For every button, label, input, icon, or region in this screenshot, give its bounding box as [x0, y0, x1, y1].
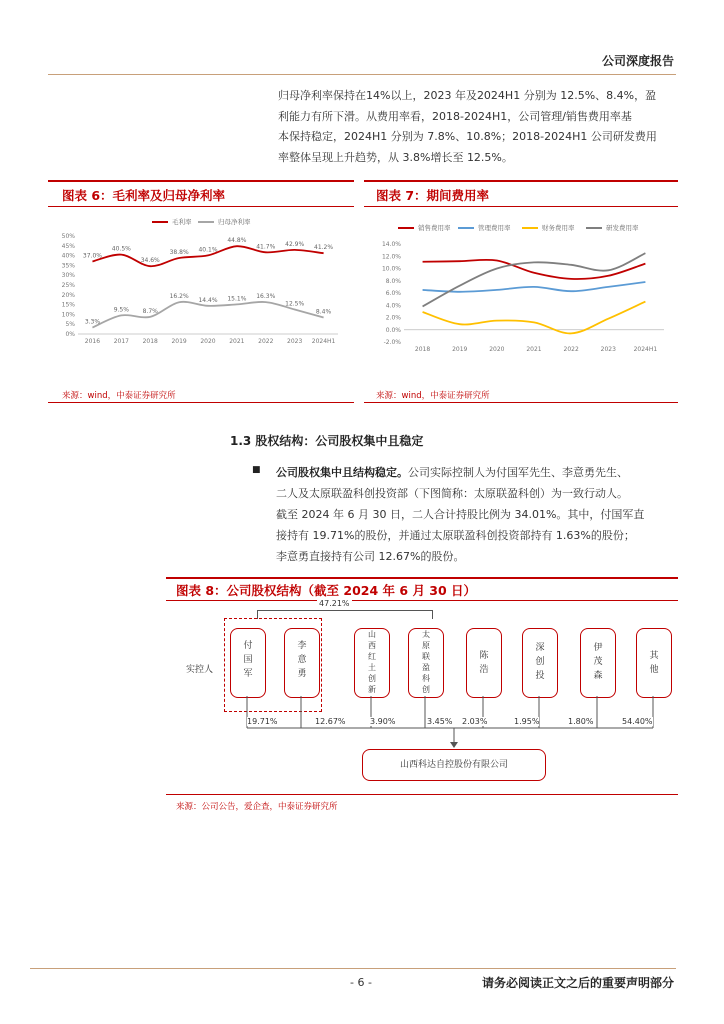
joint-control-bracket — [257, 610, 433, 619]
holder-pct: 2.03% — [462, 717, 488, 726]
y-tick-label: 8.0% — [385, 277, 401, 285]
x-tick-label: 2016 — [84, 338, 101, 345]
x-tick-label: 2017 — [113, 338, 129, 345]
y-tick-label: 50% — [61, 233, 75, 240]
holder-pct: 1.80% — [568, 717, 594, 726]
y-tick-label: 40% — [61, 252, 75, 260]
legend-admin-expense: 管理费用率 — [458, 223, 511, 232]
data-label: 9.5% — [113, 306, 129, 314]
intro-line: 率整体呈现上升趋势，从 3.8%增长至 12.5%。 — [278, 150, 513, 164]
legend-sales-expense: 销售费用率 — [398, 223, 451, 232]
x-tick-label: 2020 — [200, 338, 216, 345]
holder-box — [408, 628, 444, 698]
x-tick-label: 2019 — [452, 346, 468, 353]
figure6-title: 图表 6：毛利率及归母净利率 — [62, 188, 226, 203]
section-lead: 公司股权集中且结构稳定。 — [276, 466, 408, 479]
data-label: 41.2% — [314, 244, 334, 252]
x-tick-label: 2018 — [414, 346, 431, 353]
y-tick-label: 45% — [61, 242, 75, 250]
header-divider — [48, 74, 676, 75]
figure7-top-rule — [364, 180, 678, 182]
holder-pct: 1.95% — [514, 717, 540, 726]
y-tick-label: -2.0% — [383, 339, 401, 346]
y-tick-label: 5% — [65, 321, 75, 329]
holder-name: 陈浩 — [479, 651, 489, 675]
joint-control-pct: 47.21% — [319, 599, 350, 608]
data-label: 16.3% — [256, 293, 276, 301]
holder-name: 山西红土创新 — [368, 630, 376, 694]
y-tick-label: 25% — [61, 282, 75, 289]
legend-finance-expense: 财务费用率 — [522, 223, 575, 232]
data-label: 16.2% — [169, 293, 189, 301]
x-tick-label: 2018 — [142, 338, 158, 345]
x-tick-label: 2020 — [489, 346, 505, 353]
holder-box — [522, 628, 558, 698]
footer-divider — [30, 968, 676, 969]
data-label: 15.1% — [227, 295, 247, 303]
y-tick-label: 30% — [61, 272, 75, 280]
series-line — [423, 302, 646, 334]
x-tick-label: 2019 — [171, 338, 187, 345]
holder-name: 李意勇 — [297, 641, 307, 679]
section-line: 截至 2024 年 6 月 30 日，二人合计持股比例为 34.01%。其中，付国军直 — [276, 508, 645, 521]
section-heading: 1.3 股权结构：公司股权集中且稳定 — [230, 434, 424, 448]
data-label: 12.5% — [285, 300, 305, 308]
figure7-chart — [364, 234, 678, 358]
holder-pct: 3.90% — [370, 717, 396, 726]
page-number: - 6 - — [350, 976, 372, 989]
holder-name: 深创投 — [535, 643, 545, 681]
y-tick-label: 6.0% — [385, 290, 401, 297]
y-tick-label: 0.0% — [385, 326, 401, 334]
y-tick-label: 4.0% — [385, 302, 401, 310]
holder-box — [580, 628, 616, 698]
holder-box — [636, 628, 672, 698]
intro-line: 本保持稳定，2024H1 分别为 7.8%、10.8%；2018-2024H1 公司研发费用 — [278, 130, 657, 143]
data-label: 41.7% — [256, 243, 276, 251]
figure7-title: 图表 7：期间费用率 — [376, 188, 490, 203]
section-line — [276, 462, 678, 483]
y-tick-label: 15% — [61, 301, 75, 309]
figure8-top-rule — [166, 577, 678, 579]
legend-rd-expense: 研发费用率 — [586, 223, 639, 232]
report-title: 公司深度报告 — [601, 54, 674, 68]
bullet-square-icon: ■ — [252, 465, 261, 475]
x-tick-label: 2022 — [563, 346, 579, 353]
x-tick-label: 2023 — [287, 338, 303, 345]
x-tick-label: 2024H1 — [633, 346, 658, 353]
figure6-bottom-rule — [48, 402, 354, 403]
controller-label: 实控人 — [186, 665, 214, 675]
holder-box — [466, 628, 502, 698]
section-line: 李意勇直接持有公司 12.67%的股份。 — [276, 550, 465, 563]
y-tick-label: 10% — [61, 311, 75, 319]
holder-pct: 3.45% — [427, 717, 453, 726]
y-tick-label: 14.0% — [381, 241, 401, 248]
data-label: 8.4% — [315, 308, 332, 316]
data-label: 40.1% — [198, 246, 218, 254]
section-line: 二人及太原联盈科创投资部（下图简称：太原联盈科创）为一致行动人。 — [276, 487, 628, 500]
holder-box — [354, 628, 390, 698]
intro-line: 利能力有所下滑。从费用率看，2018-2024H1，公司管理/销售费用率基 — [278, 109, 632, 123]
legend-gross-margin: 毛利率 — [152, 217, 192, 226]
x-tick-label: 2021 — [526, 346, 542, 353]
footer-disclaimer: 请务必阅读正文之后的重要声明部分 — [481, 976, 674, 990]
data-label: 3.3% — [84, 318, 101, 326]
x-tick-label: 2023 — [600, 346, 616, 353]
section-first-line-text: 公司实际控制人为付国军先生、李意勇先生、 — [408, 466, 628, 479]
figure8-title: 图表 8：公司股权结构（截至 2024 年 6 月 30 日） — [176, 583, 477, 598]
holder-name: 伊茂森 — [593, 643, 603, 681]
figure7-source: 来源：wind，中泰证券研究所 — [376, 391, 490, 401]
x-tick-label: 2024H1 — [311, 338, 336, 345]
figure6-source: 来源：wind，中泰证券研究所 — [62, 391, 176, 401]
figure6-top-rule — [48, 180, 354, 182]
figure8-bottom-rule — [166, 794, 678, 795]
figure6-title-rule — [48, 206, 354, 207]
section-paragraph — [276, 462, 678, 567]
intro-paragraph — [278, 86, 678, 168]
holder-name: 太原联盈科创 — [422, 630, 430, 694]
data-label: 44.8% — [227, 237, 247, 245]
x-tick-label: 2021 — [229, 338, 245, 345]
figure6-chart — [48, 226, 354, 350]
holder-pct: 19.71% — [247, 717, 278, 726]
y-tick-label: 35% — [61, 262, 75, 270]
holder-pct: 12.67% — [315, 717, 346, 726]
section-line: 接持有 19.71%的股份，并通过太原联盈科创投资部持有 1.63%的股份； — [276, 529, 635, 542]
figure7-title-rule — [364, 206, 678, 207]
company-box: 山西科达自控股份有限公司 — [362, 749, 546, 781]
holder-pct: 54.40% — [622, 717, 653, 726]
y-tick-label: 0% — [65, 331, 75, 338]
holder-box — [284, 628, 320, 698]
y-tick-label: 20% — [61, 291, 75, 299]
figure8-source: 来源：公司公告，爱企查，中泰证券研究所 — [176, 802, 338, 812]
ownership-connectors — [166, 696, 678, 756]
figure7-bottom-rule — [364, 402, 678, 403]
intro-line: 归母净利率保持在14%以上，2023 年及2024H1 分别为 12.5%、8.4%，盈 — [278, 89, 657, 102]
data-label: 40.5% — [111, 245, 131, 253]
holder-name: 付国军 — [243, 641, 253, 679]
data-label: 34.6% — [140, 257, 160, 265]
data-label: 8.7% — [142, 307, 158, 315]
y-tick-label: 12.0% — [381, 253, 401, 261]
data-label: 14.4% — [198, 296, 218, 304]
data-label: 37.0% — [82, 252, 102, 260]
x-tick-label: 2022 — [258, 338, 274, 345]
y-tick-label: 2.0% — [385, 314, 401, 322]
legend-net-margin: 归母净利率 — [198, 217, 251, 226]
y-tick-label: 10.0% — [381, 265, 401, 273]
data-label: 38.8% — [169, 248, 189, 256]
holder-box — [230, 628, 266, 698]
figure8-title-rule — [166, 600, 678, 601]
holder-name: 其他 — [649, 651, 659, 675]
data-label: 42.9% — [285, 240, 305, 248]
